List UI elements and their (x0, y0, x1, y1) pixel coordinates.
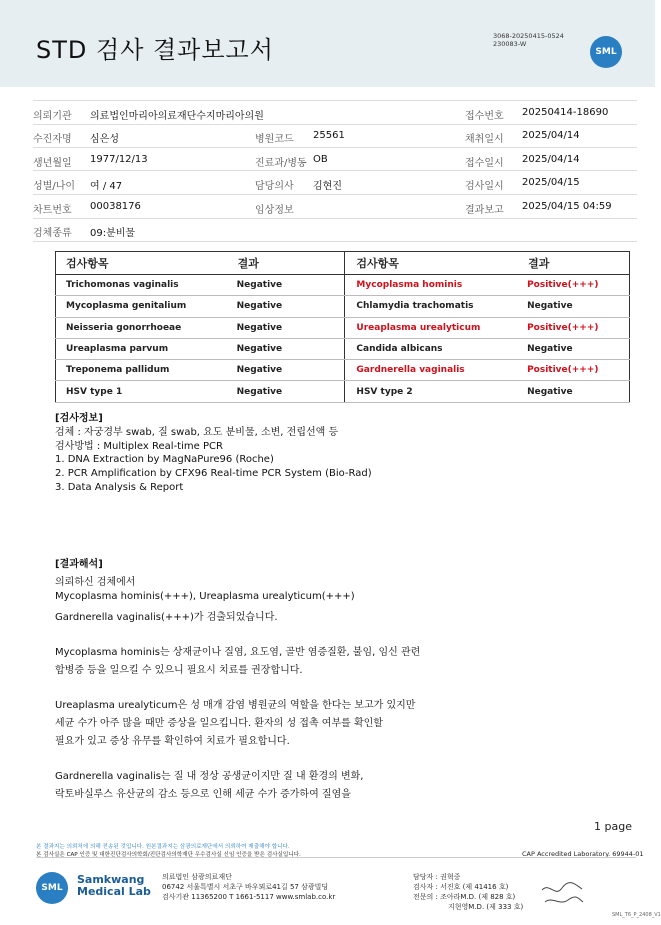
report-value: 2025/04/15 04:59 (522, 201, 612, 212)
signatories (413, 872, 523, 912)
collect-label: 채취일시 (465, 134, 504, 145)
report-header (0, 0, 655, 87)
test-item: Chlamydia trachomatis (345, 296, 527, 317)
method-heading: [검사정보] (55, 413, 103, 424)
interpretation-line: 의뢰하신 검체에서 (55, 577, 136, 588)
page-number: 1 page (594, 820, 632, 833)
method-section (55, 412, 372, 495)
hospital-code-value: 25561 (313, 130, 345, 141)
dept-label: 진료과/병동 (255, 158, 307, 169)
signatory-line: 담당자 : 권혁중 (413, 873, 461, 881)
receipt-value: 20250414-18690 (522, 107, 609, 118)
test-date-value: 2025/04/15 (522, 177, 580, 188)
sex-age-label: 성별/나이 (33, 181, 76, 192)
interpretation-line: Mycoplasma hominis(+++), Ureaplasma urealyticum(+++) (55, 591, 355, 602)
signatory-line: 전문의 : 조아라M.D. (제 828 호) (413, 893, 516, 901)
doc-no-line1: 3068-20250415-0524 (493, 32, 564, 40)
test-result: Negative (237, 296, 345, 317)
doctor-label: 담당의사 (255, 181, 294, 192)
chart-value: 00038176 (90, 201, 141, 212)
test-item: Trichomonas vaginalis (56, 275, 237, 296)
test-item: Treponema pallidum (56, 360, 237, 381)
dob-value: 1977/12/13 (90, 154, 148, 165)
sml-logo-icon: SML (590, 36, 622, 68)
sml-footer-logo-icon: SML (36, 872, 68, 904)
header-result-1: 결과 (237, 252, 345, 275)
cap-accreditation: CAP Accredited Laboratory. 69944-01 (522, 850, 644, 858)
institution-label: 의뢰기관 (33, 111, 72, 122)
doctor-value: 김현진 (313, 181, 342, 192)
test-result: Negative (237, 338, 345, 359)
page-title: STD 검사 결과보고서 (36, 36, 274, 64)
received-label: 접수일시 (465, 158, 504, 169)
company-name-line2: Medical Lab (77, 885, 151, 898)
test-result: Negative (527, 296, 629, 317)
footer-note-2: 본 검사실은 CAP 인증 및 대한진단검사의학회/진단검사의학재단 우수검사실 신임 인증을 받은 검사실입니다. (36, 852, 301, 858)
method-line: 검사방법 : Multiplex Real-time PCR (55, 440, 223, 452)
company-name-line1: Samkwang (77, 873, 145, 886)
divider (33, 100, 637, 101)
patient-label: 수진자명 (33, 134, 72, 145)
address-line: 검사기관 11365200 T 1661-5117 www.smlab.co.kr (162, 893, 336, 901)
test-result: Negative (237, 317, 345, 338)
divider (33, 170, 637, 171)
divider (33, 194, 637, 195)
interpretation-line: Gardnerella vaginalis(+++)가 검출되었습니다. (55, 612, 278, 623)
table-row (56, 381, 630, 402)
specimen-label: 검체종류 (33, 228, 72, 239)
method-line: 2. PCR Amplification by CFX96 Real-time PCR System (Bio-Rad) (55, 468, 372, 480)
table-row (56, 275, 630, 296)
test-item: Neisseria gonorrhoeae (56, 317, 237, 338)
test-result: Negative (237, 275, 345, 296)
interpretation-heading: [결과해석] (55, 559, 103, 570)
signature-image (540, 880, 585, 910)
receipt-label: 접수번호 (465, 111, 504, 122)
institution-value: 의료법인마리아의료재단수지마리아의원 (90, 111, 264, 122)
company-name (77, 874, 151, 898)
table-row (56, 296, 630, 317)
test-item: Mycoplasma hominis (345, 275, 527, 296)
table-row (56, 317, 630, 338)
patient-value: 심은성 (90, 134, 119, 145)
dept-value: OB (313, 154, 328, 165)
method-line: 1. DNA Extraction by MagNaPure96 (Roche) (55, 454, 274, 466)
hospital-code-label: 병원코드 (255, 134, 294, 145)
report-label: 결과보고 (465, 205, 504, 216)
test-item: Ureaplasma urealyticum (345, 317, 527, 338)
interpretation-line: Gardnerella vaginalis는 질 내 정상 공생균이지만 질 내 환경의 변화, (55, 771, 364, 782)
divider (33, 147, 637, 148)
interpretation-line: 필요가 있고 증상 유무를 확인하여 치료가 필요합니다. (55, 736, 290, 747)
table-row (56, 360, 630, 381)
test-item: HSV type 2 (345, 381, 527, 402)
test-result: Negative (237, 360, 345, 381)
test-result: Positive(+++) (527, 275, 629, 296)
header-item-1: 검사항목 (56, 252, 237, 275)
doc-no-line2: 230083-W (493, 40, 527, 48)
chart-label: 차트번호 (33, 205, 72, 216)
divider (33, 124, 637, 125)
test-item: HSV type 1 (56, 381, 237, 402)
received-value: 2025/04/14 (522, 154, 580, 165)
signatory-line: 지현영M.D. (제 333 호) (448, 903, 524, 911)
test-item: Candida albicans (345, 338, 527, 359)
interpretation-line: 락토바실루스 유산균의 감소 등으로 인해 세균 수가 증가하여 질염을 (55, 789, 351, 800)
document-number (493, 32, 564, 48)
test-date-label: 검사일시 (465, 181, 504, 192)
method-line: 검체 : 자궁경부 swab, 질 swab, 요도 분비물, 소변, 전립선액 등 (55, 426, 339, 438)
form-version: SML_T6_P_2408_V1 (612, 912, 661, 918)
signatory-line: 검사자 : 서진호 (제 41416 호) (413, 883, 509, 891)
divider (33, 241, 637, 242)
header-item-2: 검사항목 (345, 252, 527, 275)
sex-age-value: 여 / 47 (90, 181, 123, 192)
table-header-row (56, 252, 630, 275)
clinical-label: 임상정보 (255, 205, 294, 216)
address-line: 06742 서울특별시 서초구 바우뫼로41길 57 삼광빌딩 (162, 883, 329, 891)
results-table (55, 251, 630, 403)
test-item: Mycoplasma genitalium (56, 296, 237, 317)
address-line: 의료법인 삼광의료재단 (162, 873, 232, 881)
dob-label: 생년월일 (33, 158, 72, 169)
footer-note-1: 본 결과지는 의뢰처에 의해 전송된 것입니다. 원본결과지는 삼광의료재단에서 의뢰하여 제출해야 합니다. (36, 844, 290, 850)
test-result: Positive(+++) (527, 360, 629, 381)
header-result-2: 결과 (527, 252, 629, 275)
collect-value: 2025/04/14 (522, 130, 580, 141)
test-result: Positive(+++) (527, 317, 629, 338)
specimen-value: 09:분비물 (90, 228, 136, 239)
table-row (56, 338, 630, 359)
interpretation-line: Ureaplasma urealyticum은 성 매개 감염 병원균의 역할을 한다는 보고가 있지만 (55, 700, 416, 711)
test-item: Gardnerella vaginalis (345, 360, 527, 381)
interpretation-line: Mycoplasma hominis는 상재균이나 질염, 요도염, 골반 염증질환, 불임, 임신 관련 (55, 647, 421, 658)
interpretation-line: 세균 수가 아주 많을 때만 증상을 일으킵니다. 환자의 성 접촉 여부를 확인할 (55, 718, 383, 729)
divider (33, 218, 637, 219)
method-line: 3. Data Analysis & Report (55, 481, 184, 493)
footer-divider (36, 857, 636, 858)
test-item: Ureaplasma parvum (56, 338, 237, 359)
interpretation-line: 합병증 등을 일으킬 수 있으니 필요시 치료를 권장합니다. (55, 665, 303, 676)
test-result: Negative (527, 338, 629, 359)
test-result: Negative (237, 381, 345, 402)
company-address (162, 872, 335, 902)
test-result: Negative (527, 381, 629, 402)
